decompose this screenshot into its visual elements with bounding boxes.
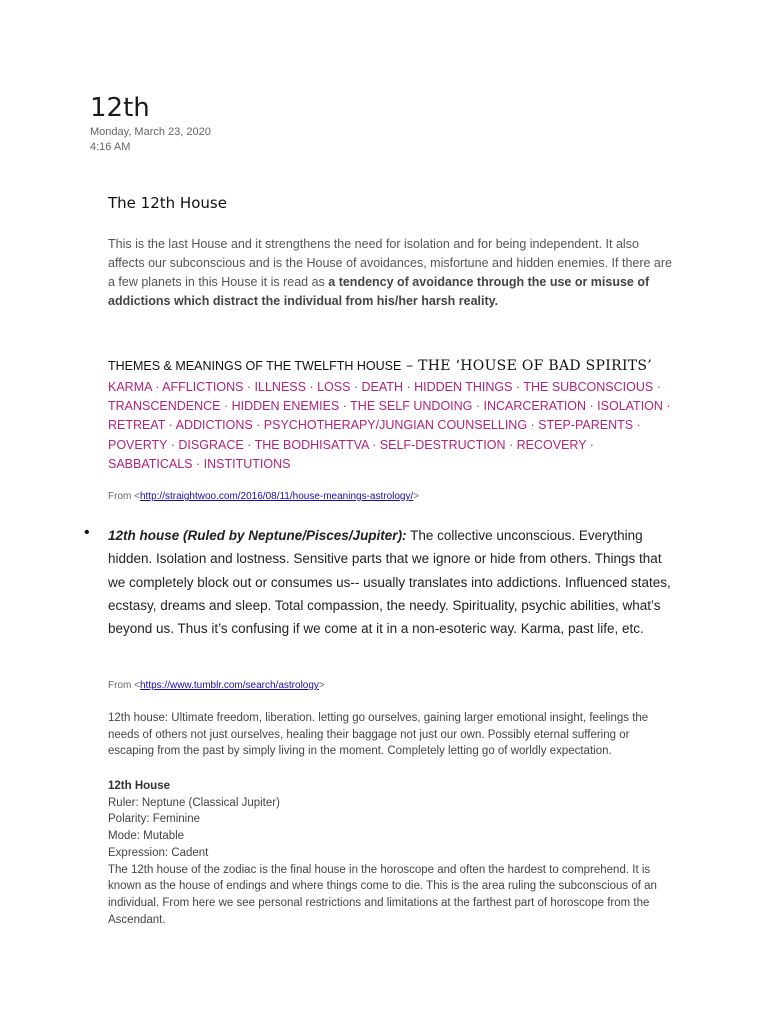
page-time: 4:16 AM xyxy=(90,141,131,153)
info-polarity: Polarity: Feminine xyxy=(108,813,201,826)
info-expression: Expression: Cadent xyxy=(108,846,209,859)
page-title: 12th xyxy=(90,93,150,123)
source-suffix: > xyxy=(318,680,325,691)
info-heading: 12th House xyxy=(108,780,170,792)
intro-plain-text: This is the last House and it strengthens the need for isolation and for being independent. It also affects our subconscious and is the House of avoidances, misfortune and hidden enemies. If there are a few planets in this House it is read as xyxy=(108,237,672,289)
info-ruler: Ruler: Neptune (Classical Jupiter) xyxy=(108,796,280,809)
freedom-paragraph: 12th house: Ultimate freedom, liberation. letting go ourselves, gaining larger emotional insight, feelings the needs of others not just ourselves, healing their baggage not just our own. Possibly eternal suffering or escaping from the past by simply living in the moment. Completely letting go of worldly expectation. xyxy=(108,712,649,758)
bullet-paragraph xyxy=(108,524,678,640)
page-date: Monday, March 23, 2020 xyxy=(90,126,211,138)
source-link[interactable]: http://straightwoo.com/2016/08/11/house-meanings-astrology/ xyxy=(139,491,414,502)
info-mode: Mode: Mutable xyxy=(108,830,185,843)
intro-bold-text: a tendency of avoidance through the use or misuse of addictions which distract the individual from his/her harsh reality. xyxy=(108,275,650,308)
bullet-marker: • xyxy=(84,524,90,541)
bullet-body: The collective unconscious. Everything hidden. Isolation and lostness. Sensitive parts that we ignore or hide from others. Things that we completely block out or consumes us-- usually translates into addictions. Influenced states, ecstasy, dreams and sleep. Total compassion, the needy. Spirituality, psychic abilities, what’s beyond us. Thus it’s confusing if we come at it in a non-esoteric way. Karma, past life, etc. xyxy=(108,528,671,637)
themes-heading xyxy=(108,357,688,375)
info-description: The 12th house of the zodiac is the final house in the horoscope and often the hardest to comprehend. It is known as the house of endings and where things come to die. This is the area ruling the subconscious of an individual. From here we see personal restrictions and limitations at the farthest part of horoscope from the Ascendant. xyxy=(108,863,657,926)
source-prefix: From < xyxy=(108,680,140,691)
source-line-2 xyxy=(108,680,325,691)
source-link[interactable]: https://www.tumblr.com/search/astrology xyxy=(139,680,319,691)
themes-heading-small: THEMES & MEANINGS OF THE TWELFTH HOUSE xyxy=(108,359,402,373)
source-suffix: > xyxy=(413,491,420,502)
intro-paragraph xyxy=(108,235,673,311)
source-line-1 xyxy=(108,491,419,502)
section-title: The 12th House xyxy=(108,194,227,212)
bullet-lead: 12th house (Ruled by Neptune/Pisces/Jupiter): xyxy=(108,528,407,543)
house-info-block xyxy=(108,778,678,928)
source-prefix: From < xyxy=(108,491,140,502)
themes-list: KARMA · AFFLICTIONS · ILLNESS · LOSS · DEATH · HIDDEN THINGS · THE SUBCONSCIOUS · TRANSCENDENCE · HIDDEN ENEMIES · THE SELF UNDOING · INCARCERATION · ISOLATION · RETREAT · ADDICTIONS · PSYCHOTHERAPY/JUNGIAN COUNSELLING · STEP-PARENTS · POVERTY · DISGRACE · THE BODHISATTVA · SELF-DESTRUCTION · RECOVERY · SABBATICALS · INSTITUTIONS xyxy=(108,380,671,471)
themes-heading-big: – THE ‘HOUSE OF BAD SPIRITS’ xyxy=(401,358,653,374)
